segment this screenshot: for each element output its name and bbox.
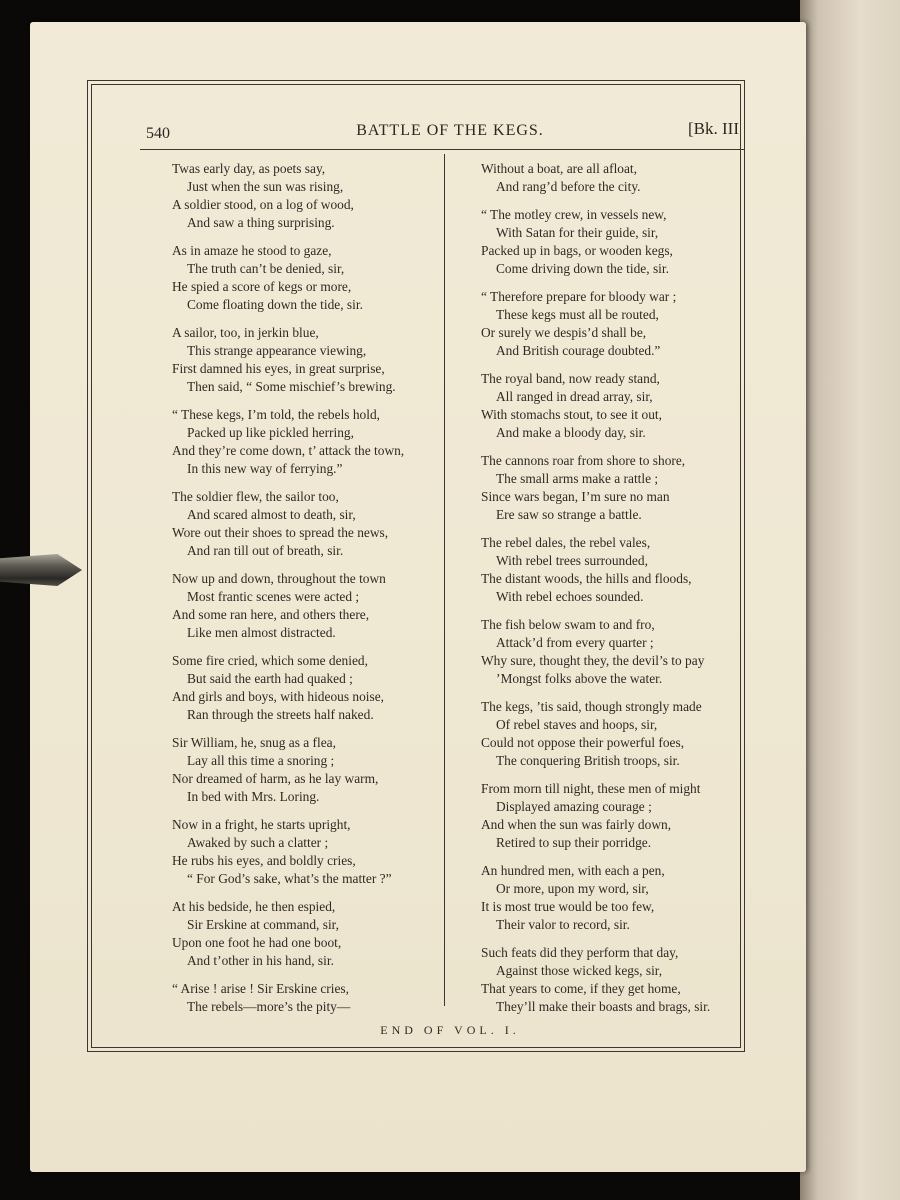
stanza — [172, 816, 438, 888]
verse-line: And t’other in his hand, sir. — [187, 953, 334, 968]
verse-line: Their valor to record, sir. — [496, 917, 630, 932]
stanza — [481, 616, 743, 688]
verse-line: But said the earth had quaked ; — [187, 671, 353, 686]
verse-line: He rubs his eyes, and boldly cries, — [172, 853, 356, 868]
verse-line: Or surely we despis’d shall be, — [481, 325, 647, 340]
verse-line: And they’re come down, t’ attack the town, — [172, 443, 405, 458]
stanza — [172, 160, 438, 232]
stanza — [481, 862, 743, 934]
verse-line: Some fire cried, which some denied, — [172, 653, 368, 668]
verse-line: The truth can’t be denied, sir, — [187, 261, 345, 276]
verse-line: With Satan for their guide, sir, — [496, 225, 659, 240]
page-number: 540 — [146, 125, 170, 142]
stanza — [481, 370, 743, 442]
verse-line: The royal band, now ready stand, — [481, 371, 660, 386]
verse-line: Displayed amazing courage ; — [496, 799, 652, 814]
verse-line: And saw a thing surprising. — [187, 215, 335, 230]
verse-line: With stomachs stout, to see it out, — [481, 407, 662, 422]
verse-line: First damned his eyes, in great surprise, — [172, 361, 385, 376]
verse-line: And ran till out of breath, sir. — [187, 543, 344, 558]
stanza — [481, 452, 743, 524]
verse-line: The fish below swam to and fro, — [481, 617, 655, 632]
verse-line: Of rebel staves and hoops, sir, — [496, 717, 658, 732]
stanza — [172, 488, 438, 560]
verse-line: From morn till night, these men of might — [481, 781, 701, 796]
end-of-volume: END OF VOL. I. — [380, 1023, 520, 1037]
verse-line: Attack’d from every quarter ; — [496, 635, 654, 650]
verse-line: These kegs must all be routed, — [496, 307, 659, 322]
verse-line: The kegs, ’tis said, though strongly made — [481, 699, 702, 714]
verse-line: Wore out their shoes to spread the news, — [172, 525, 389, 540]
stanza — [172, 734, 438, 806]
header-rule — [140, 149, 744, 150]
verse-line: “ For God’s sake, what’s the matter ?” — [187, 871, 392, 886]
verse-line: Then said, “ Some mischief’s brewing. — [187, 379, 396, 394]
verse-line: Now up and down, throughout the town — [172, 571, 386, 586]
stanza — [172, 242, 438, 314]
verse-line: In bed with Mrs. Loring. — [187, 789, 320, 804]
verse-line: This strange appearance viewing, — [187, 343, 367, 358]
poem-column-right — [481, 160, 743, 1026]
verse-line: “ The motley crew, in vessels new, — [481, 207, 667, 222]
verse-line: Sir William, he, snug as a flea, — [172, 735, 336, 750]
verse-line: And scared almost to death, sir, — [187, 507, 356, 522]
facing-page-edge — [800, 0, 900, 1200]
stanza — [172, 980, 438, 1016]
verse-line: In this new way of ferrying.” — [187, 461, 343, 476]
stanza — [481, 288, 743, 360]
verse-line: Lay all this time a snoring ; — [187, 753, 335, 768]
verse-line: All ranged in dread array, sir, — [496, 389, 653, 404]
verse-line: “ Arise ! arise ! Sir Erskine cries, — [172, 981, 349, 996]
verse-line: Just when the sun was rising, — [187, 179, 344, 194]
verse-line: Packed up in bags, or wooden kegs, — [481, 243, 673, 258]
book-marker: [Bk. III — [688, 119, 739, 138]
verse-line: Or more, upon my word, sir, — [496, 881, 649, 896]
verse-line: Retired to sup their porridge. — [496, 835, 652, 850]
stanza — [481, 944, 743, 1016]
verse-line: As in amaze he stood to gaze, — [172, 243, 332, 258]
verse-line: The small arms make a rattle ; — [496, 471, 659, 486]
verse-line: “ Therefore prepare for bloody war ; — [481, 289, 677, 304]
column-divider — [444, 154, 445, 1006]
verse-line: Most frantic scenes were acted ; — [187, 589, 360, 604]
verse-line: With rebel echoes sounded. — [496, 589, 644, 604]
verse-line: A soldier stood, on a log of wood, — [172, 197, 354, 212]
verse-line: Could not oppose their powerful foes, — [481, 735, 685, 750]
verse-line: The rebels—more’s the pity— — [187, 999, 351, 1014]
stanza — [481, 160, 743, 196]
verse-line: And girls and boys, with hideous noise, — [172, 689, 385, 704]
verse-line: Sir Erskine at command, sir, — [187, 917, 339, 932]
verse-line: Without a boat, are all afloat, — [481, 161, 637, 176]
running-title: BATTLE OF THE KEGS. — [356, 122, 544, 139]
verse-line: At his bedside, he then espied, — [172, 899, 336, 914]
stanza — [172, 324, 438, 396]
verse-line: That years to come, if they get home, — [481, 981, 681, 996]
verse-line: Packed up like pickled herring, — [187, 425, 354, 440]
verse-line: Against those wicked kegs, sir, — [496, 963, 663, 978]
verse-line: And rang’d before the city. — [496, 179, 641, 194]
verse-line: And when the sun was fairly down, — [481, 817, 672, 832]
stanza — [172, 652, 438, 724]
verse-line: Nor dreamed of harm, as he lay warm, — [172, 771, 379, 786]
verse-line: The cannons roar from shore to shore, — [481, 453, 686, 468]
stanza — [172, 406, 438, 478]
stanza — [481, 780, 743, 852]
verse-line: Come floating down the tide, sir. — [187, 297, 363, 312]
stanza — [481, 206, 743, 278]
verse-line: Now in a fright, he starts upright, — [172, 817, 351, 832]
stanza — [481, 698, 743, 770]
verse-line: An hundred men, with each a pen, — [481, 863, 665, 878]
verse-line: He spied a score of kegs or more, — [172, 279, 352, 294]
verse-line: Why sure, thought they, the devil’s to pay — [481, 653, 705, 668]
verse-line: The rebel dales, the rebel vales, — [481, 535, 651, 550]
verse-line: Twas early day, as poets say, — [172, 161, 326, 176]
verse-line: Such feats did they perform that day, — [481, 945, 679, 960]
verse-line: Upon one foot he had one boot, — [172, 935, 342, 950]
verse-line: And make a bloody day, sir. — [496, 425, 646, 440]
verse-line: ’Mongst folks above the water. — [496, 671, 663, 686]
verse-line: They’ll make their boasts and brags, sir. — [496, 999, 711, 1014]
verse-line: Awaked by such a clatter ; — [187, 835, 329, 850]
stanza — [172, 898, 438, 970]
verse-line: Ere saw so strange a battle. — [496, 507, 642, 522]
verse-line: The soldier flew, the sailor too, — [172, 489, 339, 504]
verse-line: And British courage doubted.” — [496, 343, 661, 358]
verse-line: The distant woods, the hills and floods, — [481, 571, 692, 586]
verse-line: Since wars began, I’m sure no man — [481, 489, 670, 504]
verse-line: The conquering British troops, sir. — [496, 753, 680, 768]
verse-line: It is most true would be too few, — [481, 899, 655, 914]
stanza — [481, 534, 743, 606]
verse-line: And some ran here, and others there, — [172, 607, 370, 622]
verse-line: With rebel trees surrounded, — [496, 553, 648, 568]
verse-line: “ These kegs, I’m told, the rebels hold, — [172, 407, 380, 422]
verse-line: A sailor, too, in jerkin blue, — [172, 325, 319, 340]
poem-column-left — [172, 160, 438, 1026]
verse-line: Ran through the streets half naked. — [187, 707, 374, 722]
verse-line: Like men almost distracted. — [187, 625, 336, 640]
verse-line: Come driving down the tide, sir. — [496, 261, 669, 276]
stanza — [172, 570, 438, 642]
